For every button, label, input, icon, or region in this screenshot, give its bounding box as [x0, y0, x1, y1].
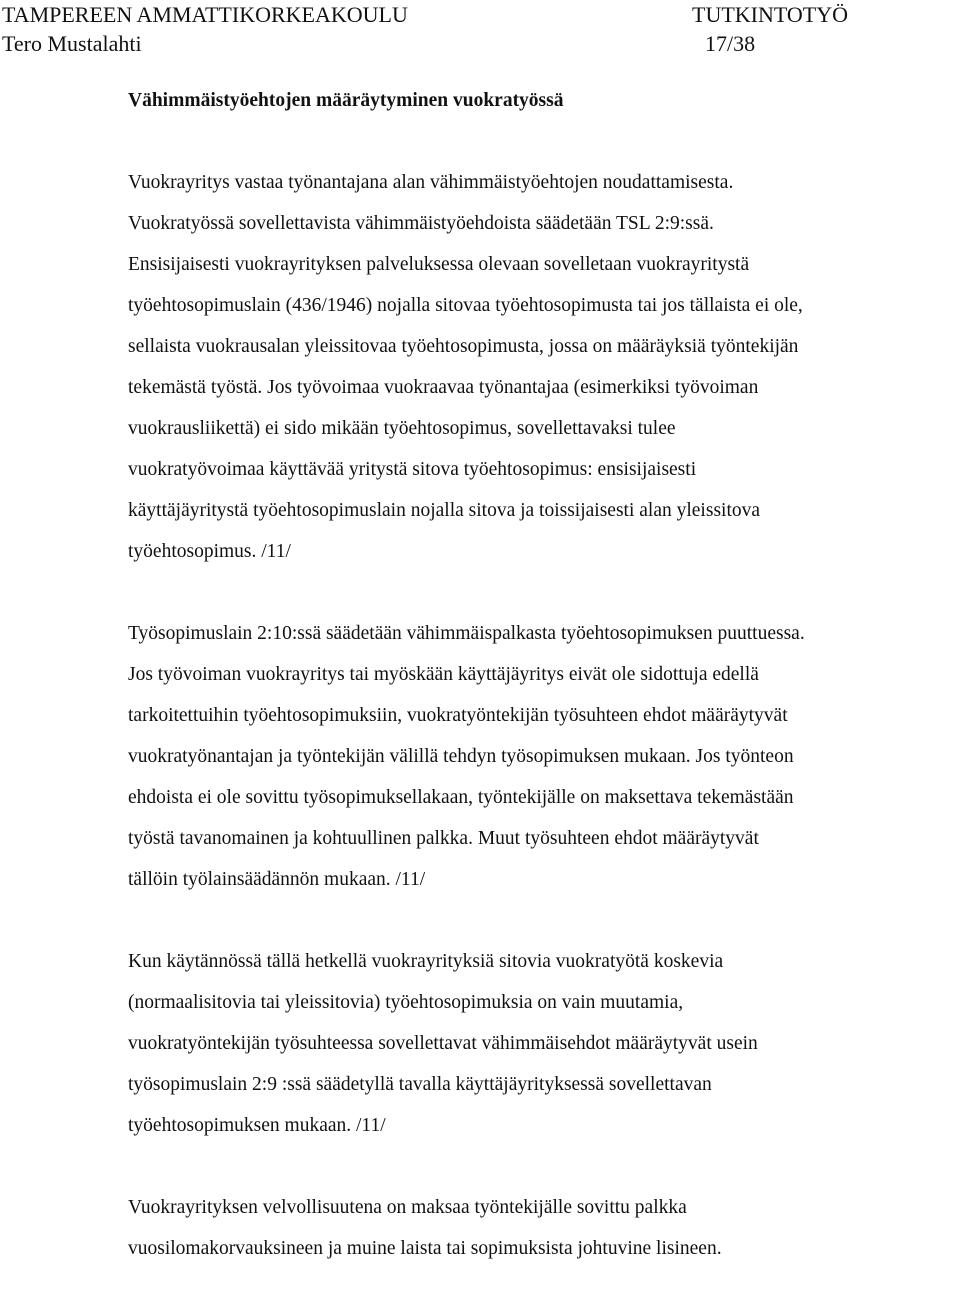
text-line: Ensisijaisesti vuokrayrityksen palveluksessa olevaan sovelletaan vuokrayritystä [128, 254, 750, 275]
paragraph-1 [128, 162, 958, 572]
text-line: käyttäjäyritystä työehtosopimuslain nojalla sitova ja toissijaisesti alan yleissitova [128, 500, 761, 521]
text-line: vuokrausliikettä) ei sido mikään työehtosopimus, sovellettavaksi tulee [128, 418, 676, 439]
text-line: Vuokrayrityksen velvollisuutena on maksaa työntekijälle sovittu palkka [128, 1197, 687, 1218]
author-name: Tero Mustalahti [2, 31, 142, 56]
institution-name: TAMPEREEN AMMATTIKORKEAKOULU [2, 2, 408, 27]
text-line: vuokratyöntekijän työsuhteessa sovellettavat vähimmäisehdot määräytyvät usein [128, 1033, 758, 1054]
page-number: 17/38 [705, 31, 756, 56]
text-line: tarkoitettuihin työehtosopimuksiin, vuokratyöntekijän työsuhteen ehdot määräytyvät [128, 705, 788, 726]
text-line: vuokratyövoimaa käyttävää yritystä sitova työehtosopimus: ensisijaisesti [128, 459, 697, 480]
text-line: työehtosopimus. /11/ [128, 541, 291, 562]
text-line: työstä tavanomainen ja kohtuullinen palkka. Muut työsuhteen ehdot määräytyvät [128, 828, 759, 849]
text-line: Vuokrayritys vastaa työnantajana alan vähimmäistyöehtojen noudattamisesta. [128, 172, 734, 193]
document-body [128, 80, 958, 1310]
paragraph-4 [128, 1187, 958, 1269]
text-line: Kun käytännössä tällä hetkellä vuokrayrityksiä sitovia vuokratyötä koskevia [128, 951, 724, 972]
text-line: sellaista vuokrausalan yleissitovaa työehtosopimusta, jossa on määräyksiä työntekijän [128, 336, 799, 357]
header-row-1 [0, 0, 960, 29]
header-row-2 [0, 29, 960, 58]
text-line: työsopimuslain 2:9 :ssä säädetyllä tavalla käyttäjäyrityksessä sovellettavan [128, 1074, 712, 1095]
text-line: Vuokratyössä sovellettavista vähimmäistyöehdoista säädetään TSL 2:9:ssä. [128, 213, 714, 234]
text-line: (normaalisitovia tai yleissitovia) työehtosopimuksia on vain muutamia, [128, 992, 684, 1013]
text-line: ehdoista ei ole sovittu työsopimuksellakaan, työntekijälle on maksettava tekemästään [128, 787, 794, 808]
paragraph-2 [128, 613, 958, 900]
text-line: Työsopimuslain 2:10:ssä säädetään vähimmäispalkasta työehtosopimuksen puuttuessa. [128, 623, 805, 644]
text-line: työehtosopimuslain (436/1946) nojalla sitovaa työehtosopimusta tai jos tällaista ei ole, [128, 295, 803, 316]
document-type: TUTKINTOTYÖ [692, 2, 849, 27]
text-line: tekemästä työstä. Jos työvoimaa vuokraavaa työnantajaa (esimerkiksi työvoiman [128, 377, 759, 398]
page-header [0, 0, 960, 58]
section-title: Vähimmäistyöehtojen määräytyminen vuokratyössä [128, 90, 564, 111]
text-line: vuosilomakorvauksineen ja muine laista tai sopimuksista johtuvine lisineen. [128, 1238, 722, 1259]
text-line: työehtosopimuksen mukaan. /11/ [128, 1115, 386, 1136]
text-line: Jos työvoiman vuokrayritys tai myöskään käyttäjäyritys eivät ole sidottuja edellä [128, 664, 759, 685]
paragraph-3 [128, 941, 958, 1146]
text-line: vuokratyönantajan ja työntekijän välillä tehdyn työsopimuksen mukaan. Jos työnteon [128, 746, 794, 767]
text-line: tällöin työlainsäädännön mukaan. /11/ [128, 869, 426, 890]
